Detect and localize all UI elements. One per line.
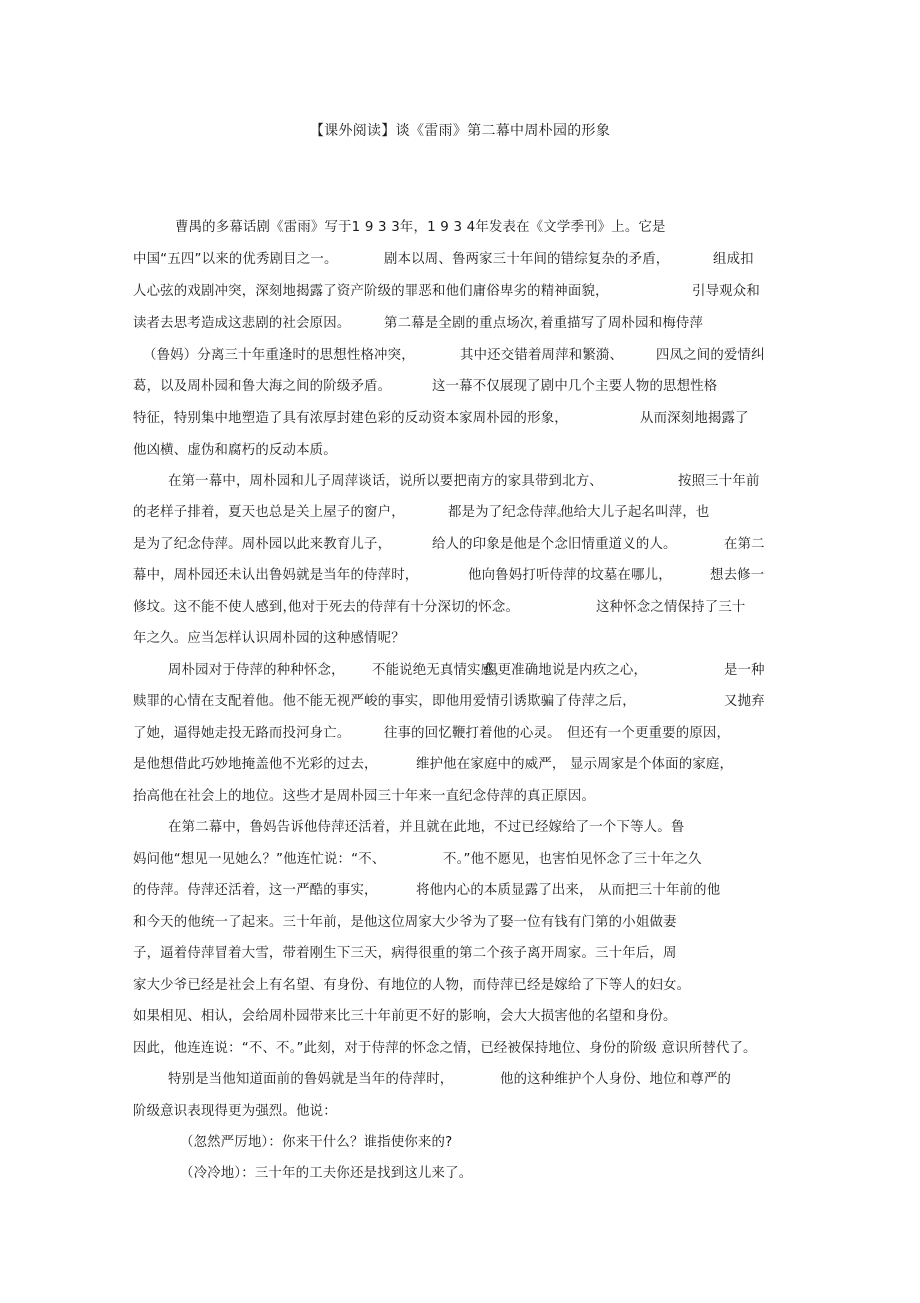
text-segment: 是一种 [724, 663, 765, 678]
text-segment: 引导观众和 [692, 284, 760, 299]
text-line [0, 755, 920, 775]
text-segment: 曹禺的多幕话剧《雷雨》写于1 9 3 3年，1 9 3 4年发表在《文学季刊》上。它是 [175, 220, 666, 235]
text-line [0, 1164, 920, 1184]
text-line [0, 250, 920, 270]
text-segment: 的侍萍。侍萍还活着，这一严酷的事实， [133, 883, 378, 898]
text-segment: 都是为了纪念侍萍。 [448, 505, 571, 520]
text-segment: 葛，以及周朴园和鲁大海之间的阶级矛盾。 [133, 379, 392, 394]
text-segment: 从而深刻地揭露了 [640, 411, 749, 426]
text-line [0, 1007, 920, 1027]
text-segment: 读者去思考造成这悲剧的社会原因。 [133, 316, 351, 331]
text-segment: 这一幕不仅展现了剧中几个主要人物的思想性格 [432, 379, 718, 394]
text-segment: 阶级意识表现得更为强烈。他说： [133, 1104, 337, 1119]
text-line [0, 566, 920, 586]
text-line [0, 409, 920, 429]
text-segment: 了她，逼得她走投无路而投河身亡。 [133, 726, 351, 741]
text-segment: 他给大儿子起名叫萍，也 [560, 505, 710, 520]
text-line [0, 724, 920, 744]
text-segment: 幕中，周朴园还未认出鲁妈就是当年的侍萍时， [133, 568, 419, 583]
text-line [0, 1102, 920, 1122]
text-line [0, 472, 920, 492]
text-segment: 在第二 [724, 537, 765, 552]
text-line [0, 218, 920, 238]
text-segment: 年之久。应当怎样认识周朴园的这种感情呢？ [133, 631, 405, 646]
text-segment: 想去修一 [710, 568, 765, 583]
text-segment: 剧本以周、鲁两家三十年间的错综复杂的矛盾， [384, 252, 670, 267]
text-segment: 但更准确地说是内疚之心， [484, 663, 648, 678]
text-segment: 他凶横、虚伪和腐朽的反动本质。 [133, 443, 337, 458]
text-segment: 这种怀念之情保持了三十 [596, 600, 746, 615]
text-segment: 是他想借此巧妙地掩盖他不光彩的过去， [133, 757, 378, 772]
text-segment: 子，逼着侍萍冒着大雪，带着刚生下三天，病得很重的第二个孩子离开周家。三十年后，周 [133, 946, 677, 961]
page-title: 【课外阅读】谈《雷雨》第二幕中周朴园的形象 [309, 123, 611, 139]
text-segment: 但还有一个更重要的原因， [567, 726, 731, 741]
text-segment: （忽然严厉地）：你来干什么？谁指使你来的? [180, 1135, 453, 1150]
text-line [0, 850, 920, 870]
text-segment: 中国“五四”以来的优秀剧目之一。 [133, 252, 338, 267]
text-segment: 按照三十年前 [678, 474, 760, 489]
text-line [0, 535, 920, 555]
text-line [0, 377, 920, 397]
text-segment: 特别是当他知道面前的鲁妈就是当年的侍萍时， [168, 1072, 454, 1087]
text-line [0, 913, 920, 933]
text-line [0, 503, 920, 523]
text-segment: 的老样子排着，夏天也总是关上屋子的窗户， [133, 505, 405, 520]
text-segment: 家大少爷已经是社会上有名望、有身份、有地位的人物，而侍萍已经是嫁给了下等人的妇女。 [133, 978, 691, 993]
text-segment: 从而把三十年前的他 [598, 883, 721, 898]
text-line [0, 881, 920, 901]
text-line [0, 661, 920, 681]
text-segment: 着重描写了周朴园和梅侍萍 [540, 316, 704, 331]
text-line [0, 818, 920, 838]
text-segment: 在第一幕中，周朴园和儿子周萍谈话，说所以要把南方的家具带到北方、 [168, 474, 603, 489]
text-segment: 和今天的他统一了起来。三十年前，是他这位周家大少爷为了娶一位有钱有门第的小姐做妻 [133, 915, 677, 930]
text-line [0, 1070, 920, 1090]
text-line [0, 976, 920, 996]
text-segment: 维护他在家庭中的威严， [416, 757, 566, 772]
text-segment: 组成扣 [713, 252, 754, 267]
text-segment: 妈问他“想见一见她么？”他连忙说：“不、 [133, 852, 386, 867]
text-segment: 修坟。这不能不使人感到， [133, 600, 297, 615]
text-segment: 在第二幕中，鲁妈告诉他侍萍还活着，并且就在此地，不过已经嫁给了一个下等人。鲁 [168, 820, 685, 835]
text-segment: 抬高他在社会上的地位。这些才是周朴园三十年来一直纪念侍萍的真正原因。 [133, 789, 596, 804]
text-segment: 往事的回忆鞭打着他的心灵。 [384, 726, 561, 741]
text-line [0, 346, 920, 366]
text-segment: 第二幕是全剧的重点场次， [384, 316, 548, 331]
text-segment: 不。”他不愿见，也害怕见怀念了三十年之久 [443, 852, 702, 867]
text-line [0, 314, 920, 334]
text-line [0, 787, 920, 807]
text-segment: （鲁妈）分离三十年重逢时的思想性格冲突， [143, 348, 415, 363]
text-segment: （冷冷地）：三十年的工夫你还是找到这儿来了。 [180, 1166, 473, 1181]
text-line [0, 629, 920, 649]
text-segment: 赎罪的心情在支配着他。他不能无视严峻的事实，即他用爱情引诱欺骗了侍萍之后， [133, 694, 636, 709]
text-segment: 如果相见、相认，会给周朴园带来比三十年前更不好的影响，会大大损害他的名望和身份。 [133, 1009, 677, 1024]
text-line [0, 944, 920, 964]
text-segment: 特征，特别集中地塑造了具有浓厚封建色彩的反动资本家周朴园的形象， [133, 411, 568, 426]
text-line [0, 441, 920, 461]
text-line [0, 1039, 920, 1059]
text-segment: 他的这种维护个人身份、地位和尊严的 [500, 1072, 732, 1087]
text-segment: 他向鲁妈打听侍萍的坟墓在哪儿， [468, 568, 672, 583]
text-segment: 显示周家是个体面的家庭， [570, 757, 734, 772]
text-segment: 是为了纪念侍萍。周朴园以此来教育儿子， [133, 537, 392, 552]
text-segment: 又抛弃 [724, 694, 765, 709]
text-segment: 人心弦的戏剧冲突，深刻地揭露了资产阶级的罪恶和他们庸俗卑劣的精神面貌， [133, 284, 609, 299]
text-segment: 周朴园对于侍萍的种种怀念， [168, 663, 345, 678]
text-segment: 四凤之间的爱情纠 [656, 348, 765, 363]
text-segment: 不能说绝无真情实感， [372, 663, 508, 678]
text-segment: 因此，他连连说：“不、不。”此刻，对于侍萍的怀念之情，已经被保持地位、身份的阶级 意识所替代了。 [133, 1041, 757, 1056]
text-line [0, 1133, 920, 1153]
text-segment: 给人的印象是他是个念旧情重道义的人。 [432, 537, 677, 552]
text-segment: 他对于死去的侍萍有十分深切的怀念。 [288, 600, 520, 615]
text-line [0, 598, 920, 618]
text-line [0, 282, 920, 302]
text-segment: 其中还交错着周萍和繁漪、 [460, 348, 624, 363]
text-line [0, 692, 920, 712]
text-segment: 将他内心的本质显露了出来， [416, 883, 593, 898]
